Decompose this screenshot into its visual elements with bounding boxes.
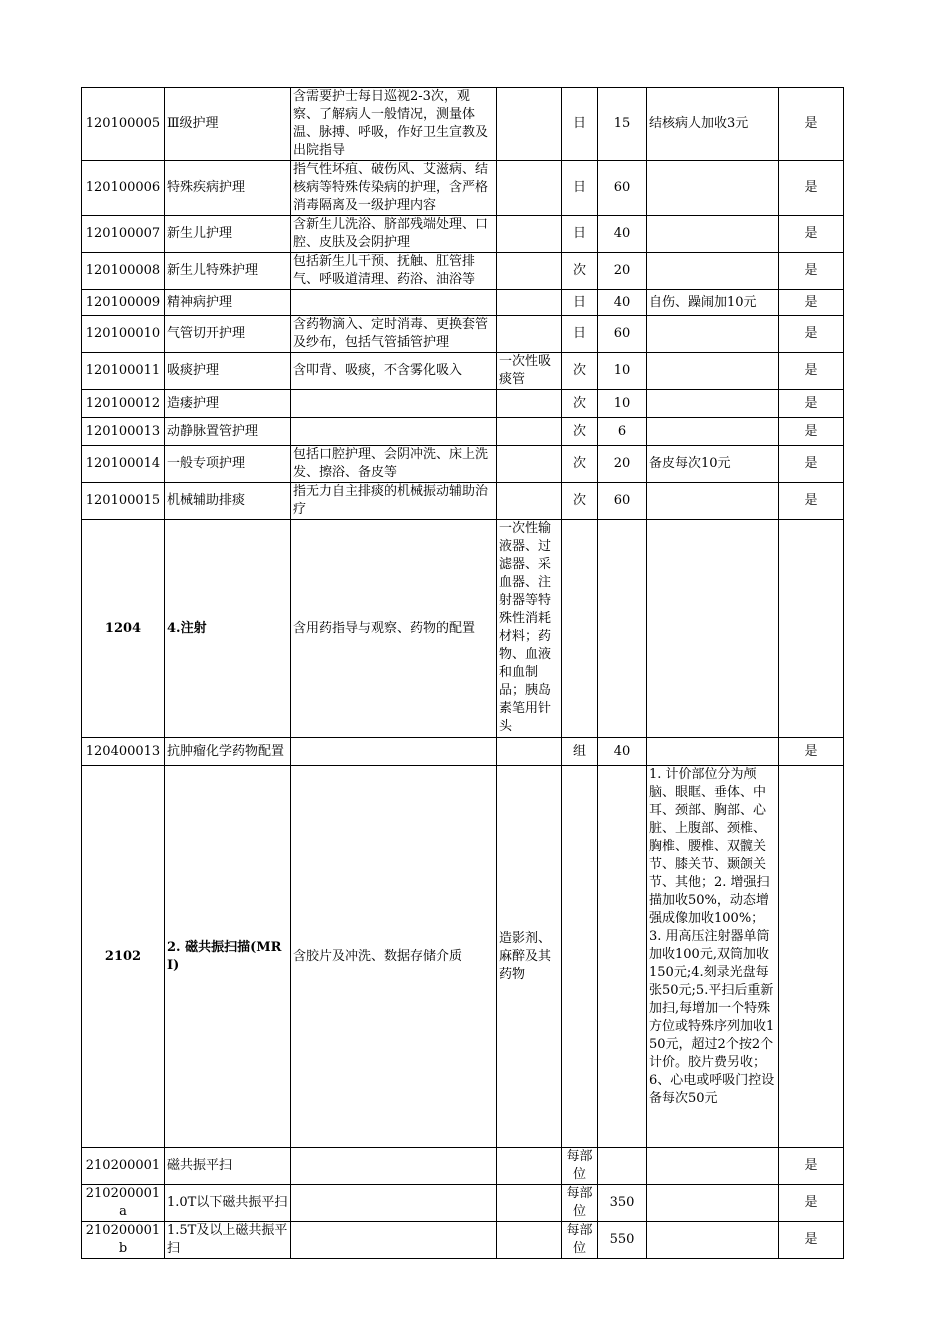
name-cell: 1.0T以下磁共振平扫 xyxy=(165,1185,291,1222)
content-cell: 含新生儿洗浴、脐部残端处理、口腔、皮肤及会阴护理 xyxy=(291,216,497,253)
note-cell xyxy=(647,216,779,253)
table-row xyxy=(82,353,844,390)
note-cell xyxy=(647,1222,779,1259)
name-cell: 磁共振平扫 xyxy=(165,1148,291,1185)
name-cell: 造瘘护理 xyxy=(165,390,291,418)
code-cell: 210200001b xyxy=(82,1222,165,1259)
name-cell: 精神病护理 xyxy=(165,290,291,316)
unit-cell: 日 xyxy=(562,316,598,353)
note-cell xyxy=(647,1185,779,1222)
flag-cell: 是 xyxy=(779,161,844,216)
price-cell: 350 xyxy=(598,1185,647,1222)
code-cell: 120100006 xyxy=(82,161,165,216)
code-cell: 120100011 xyxy=(82,353,165,390)
flag-cell xyxy=(779,520,844,738)
excluded-items-cell xyxy=(497,1148,562,1185)
flag-cell: 是 xyxy=(779,483,844,520)
content-cell: 含药物滴入、定时消毒、更换套管及纱布，包括气管插管护理 xyxy=(291,316,497,353)
price-cell: 60 xyxy=(598,483,647,520)
note-cell xyxy=(647,253,779,290)
content-cell: 指气性坏疽、破伤风、艾滋病、结核病等特殊传染病的护理，含严格消毒隔离及一级护理内容 xyxy=(291,161,497,216)
flag-cell: 是 xyxy=(779,316,844,353)
excluded-items-cell xyxy=(497,483,562,520)
code-cell: 1204 xyxy=(82,520,165,738)
unit-cell: 每部位 xyxy=(562,1222,598,1259)
code-cell: 120100008 xyxy=(82,253,165,290)
unit-cell: 组 xyxy=(562,738,598,766)
code-cell: 120100005 xyxy=(82,88,165,161)
unit-cell: 次 xyxy=(562,418,598,446)
table-row xyxy=(82,253,844,290)
price-cell: 60 xyxy=(598,316,647,353)
code-cell: 210200001 xyxy=(82,1148,165,1185)
excluded-items-cell: 一次性输液器、过滤器、采血器、注射器等特殊性消耗材料；药物、血液和血制品；胰岛素笔用针头 xyxy=(497,520,562,738)
table-row xyxy=(82,390,844,418)
code-cell: 120100009 xyxy=(82,290,165,316)
flag-cell: 是 xyxy=(779,353,844,390)
price-cell: 20 xyxy=(598,253,647,290)
content-cell xyxy=(291,390,497,418)
name-cell: Ⅲ级护理 xyxy=(165,88,291,161)
code-cell: 2102 xyxy=(82,766,165,1148)
note-cell: 备皮每次10元 xyxy=(647,446,779,483)
unit-cell: 每部位 xyxy=(562,1185,598,1222)
section-heading-row xyxy=(82,520,844,738)
note-cell: 结核病人加收3元 xyxy=(647,88,779,161)
note-cell xyxy=(647,483,779,520)
price-cell: 10 xyxy=(598,390,647,418)
note-cell: 1. 计价部位分为颅脑、眼眶、垂体、中耳、颈部、胸部、心脏、上腹部、颈椎、胸椎、腰椎、双髋关节、膝关节、颞颌关节、其他；2. 增强扫描加收50%，动态增强成像加收100%；3. 用高压注射器单筒加收100元,双筒加收150元;4.刻录光盘每张50元;5.平扫后重新加扫,每增加一个特殊方位或特殊序列加收150元，超过2个按2个计价。胶片费另收；6、心电或呼吸门控设备每次50元 xyxy=(647,766,779,1148)
content-cell: 包括新生儿干预、抚触、肛管排气、呼吸道清理、药浴、油浴等 xyxy=(291,253,497,290)
content-cell: 包括口腔护理、会阴冲洗、床上洗发、擦浴、备皮等 xyxy=(291,446,497,483)
code-cell: 120100015 xyxy=(82,483,165,520)
price-cell: 20 xyxy=(598,446,647,483)
section-heading-row xyxy=(82,766,844,1148)
unit-cell: 日 xyxy=(562,216,598,253)
name-cell: 新生儿护理 xyxy=(165,216,291,253)
table-row xyxy=(82,418,844,446)
price-cell: 6 xyxy=(598,418,647,446)
flag-cell: 是 xyxy=(779,446,844,483)
excluded-items-cell xyxy=(497,1222,562,1259)
content-cell xyxy=(291,1222,497,1259)
name-cell: 1.5T及以上磁共振平扫 xyxy=(165,1222,291,1259)
name-cell: 动静脉置管护理 xyxy=(165,418,291,446)
unit-cell: 次 xyxy=(562,353,598,390)
excluded-items-cell xyxy=(497,290,562,316)
excluded-items-cell: 一次性吸痰管 xyxy=(497,353,562,390)
code-cell: 120100013 xyxy=(82,418,165,446)
name-cell: 4.注射 xyxy=(165,520,291,738)
name-cell: 抗肿瘤化学药物配置 xyxy=(165,738,291,766)
content-cell xyxy=(291,1185,497,1222)
price-cell: 40 xyxy=(598,216,647,253)
name-cell: 2. 磁共振扫描(MRI) xyxy=(165,766,291,1148)
name-cell: 机械辅助排痰 xyxy=(165,483,291,520)
content-cell: 含需要护士每日巡视2-3次，观察、了解病人一般情况，测量体温、脉搏、呼吸，作好卫生宣教及出院指导 xyxy=(291,88,497,161)
excluded-items-cell xyxy=(497,316,562,353)
code-cell: 120100010 xyxy=(82,316,165,353)
flag-cell: 是 xyxy=(779,88,844,161)
excluded-items-cell xyxy=(497,738,562,766)
flag-cell: 是 xyxy=(779,216,844,253)
price-cell xyxy=(598,766,647,1148)
table-row xyxy=(82,483,844,520)
excluded-items-cell xyxy=(497,216,562,253)
note-cell xyxy=(647,353,779,390)
unit-cell: 日 xyxy=(562,290,598,316)
unit-cell xyxy=(562,766,598,1148)
unit-cell: 次 xyxy=(562,253,598,290)
note-cell: 自伤、躁闹加10元 xyxy=(647,290,779,316)
price-table xyxy=(81,87,844,1259)
table-row xyxy=(82,88,844,161)
note-cell xyxy=(647,316,779,353)
table-row xyxy=(82,1222,844,1259)
price-cell: 15 xyxy=(598,88,647,161)
content-cell xyxy=(291,738,497,766)
content-cell: 含胶片及冲洗、数据存储介质 xyxy=(291,766,497,1148)
table-row xyxy=(82,1148,844,1185)
note-cell xyxy=(647,738,779,766)
unit-cell: 次 xyxy=(562,390,598,418)
flag-cell: 是 xyxy=(779,1222,844,1259)
note-cell xyxy=(647,161,779,216)
content-cell xyxy=(291,290,497,316)
content-cell xyxy=(291,418,497,446)
unit-cell: 日 xyxy=(562,161,598,216)
excluded-items-cell xyxy=(497,390,562,418)
table-row xyxy=(82,290,844,316)
note-cell xyxy=(647,520,779,738)
note-cell xyxy=(647,1148,779,1185)
excluded-items-cell xyxy=(497,446,562,483)
price-cell: 40 xyxy=(598,290,647,316)
unit-cell: 次 xyxy=(562,446,598,483)
unit-cell: 每部位 xyxy=(562,1148,598,1185)
code-cell: 120400013 xyxy=(82,738,165,766)
note-cell xyxy=(647,418,779,446)
flag-cell: 是 xyxy=(779,390,844,418)
price-cell: 40 xyxy=(598,738,647,766)
price-cell xyxy=(598,520,647,738)
name-cell: 吸痰护理 xyxy=(165,353,291,390)
excluded-items-cell xyxy=(497,418,562,446)
excluded-items-cell xyxy=(497,253,562,290)
unit-cell: 次 xyxy=(562,483,598,520)
price-cell: 10 xyxy=(598,353,647,390)
content-cell xyxy=(291,1148,497,1185)
flag-cell: 是 xyxy=(779,1148,844,1185)
table-row xyxy=(82,316,844,353)
flag-cell: 是 xyxy=(779,253,844,290)
price-cell: 60 xyxy=(598,161,647,216)
content-cell: 含用药指导与观察、药物的配置 xyxy=(291,520,497,738)
name-cell: 新生儿特殊护理 xyxy=(165,253,291,290)
table-row xyxy=(82,161,844,216)
table-row xyxy=(82,1185,844,1222)
flag-cell xyxy=(779,766,844,1148)
price-cell xyxy=(598,1148,647,1185)
flag-cell: 是 xyxy=(779,290,844,316)
excluded-items-cell xyxy=(497,161,562,216)
unit-cell xyxy=(562,520,598,738)
price-cell: 550 xyxy=(598,1222,647,1259)
note-cell xyxy=(647,390,779,418)
flag-cell: 是 xyxy=(779,738,844,766)
code-cell: 120100014 xyxy=(82,446,165,483)
content-cell: 指无力自主排痰的机械振动辅助治疗 xyxy=(291,483,497,520)
code-cell: 210200001a xyxy=(82,1185,165,1222)
excluded-items-cell xyxy=(497,88,562,161)
table-row xyxy=(82,216,844,253)
unit-cell: 日 xyxy=(562,88,598,161)
flag-cell: 是 xyxy=(779,1185,844,1222)
name-cell: 特殊疾病护理 xyxy=(165,161,291,216)
table-row xyxy=(82,738,844,766)
name-cell: 气管切开护理 xyxy=(165,316,291,353)
content-cell: 含叩背、吸痰，不含雾化吸入 xyxy=(291,353,497,390)
name-cell: 一般专项护理 xyxy=(165,446,291,483)
flag-cell: 是 xyxy=(779,418,844,446)
code-cell: 120100007 xyxy=(82,216,165,253)
excluded-items-cell xyxy=(497,1185,562,1222)
code-cell: 120100012 xyxy=(82,390,165,418)
table-row xyxy=(82,446,844,483)
excluded-items-cell: 造影剂、麻醉及其药物 xyxy=(497,766,562,1148)
